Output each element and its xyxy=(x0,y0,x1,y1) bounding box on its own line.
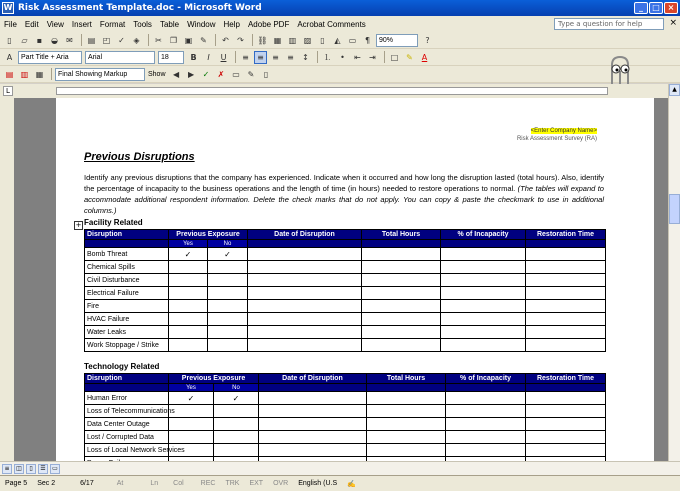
spelling-status-icon[interactable]: ✍ xyxy=(347,480,356,488)
table-row xyxy=(85,418,606,431)
date-cell[interactable] xyxy=(248,313,362,326)
disruption-cell[interactable]: Fire xyxy=(85,300,169,313)
no-cell[interactable] xyxy=(208,287,248,300)
subheader-blank xyxy=(446,384,526,392)
incapacity-cell[interactable] xyxy=(441,274,526,287)
menu-insert[interactable]: Insert xyxy=(71,19,92,29)
ask-question-input[interactable]: Type a question for help xyxy=(554,18,664,30)
line-spacing-icon[interactable]: ↕ xyxy=(302,52,309,62)
subheader-blank xyxy=(259,384,367,392)
insert-excel-icon[interactable]: ▨ xyxy=(303,35,312,45)
paste-icon[interactable]: ▣ xyxy=(184,35,193,45)
restoration-cell[interactable] xyxy=(526,261,606,274)
reviewing-pane-icon[interactable]: ▯ xyxy=(263,69,269,79)
word-app-icon[interactable]: W xyxy=(3,3,13,12)
decrease-indent-icon[interactable]: ⇤ xyxy=(354,52,361,62)
reject-change-icon[interactable]: ✗ xyxy=(217,69,225,79)
incapacity-cell[interactable] xyxy=(441,287,526,300)
table-row xyxy=(85,313,606,326)
subheader-blank xyxy=(526,384,606,392)
date-cell[interactable] xyxy=(259,405,367,418)
bullets-icon[interactable]: • xyxy=(340,52,345,62)
incapacity-cell[interactable] xyxy=(446,431,526,444)
next-change-icon[interactable]: ▶ xyxy=(187,69,195,79)
spelling-icon[interactable]: ✓ xyxy=(118,35,125,45)
yes-cell[interactable]: ✓ xyxy=(169,248,208,261)
hours-cell[interactable] xyxy=(367,431,446,444)
hours-cell[interactable] xyxy=(367,392,446,405)
status-at: At xyxy=(116,480,124,487)
menu-format[interactable]: Format xyxy=(99,19,126,29)
increase-indent-icon[interactable]: ⇥ xyxy=(369,52,376,62)
table-row xyxy=(85,444,606,457)
technology-section-title: Technology Related xyxy=(84,362,160,371)
incapacity-cell[interactable] xyxy=(446,405,526,418)
toolbar-separator xyxy=(51,68,52,80)
instructions-text: Identify any previous disruptions that the company has experienced. Indicate when it occurred and how long the disruption lasted (total hours). Also, identify the percentage of incapacity to the business operations and the length of time (in hours) needed to restore operations to normal. xyxy=(84,173,604,193)
restoration-cell[interactable] xyxy=(526,431,606,444)
vertical-ruler xyxy=(0,98,14,461)
status-trk[interactable]: TRK xyxy=(225,480,240,487)
section-heading: Previous Disruptions xyxy=(84,151,195,163)
scroll-thumb[interactable] xyxy=(669,194,680,224)
instructions-paragraph xyxy=(84,172,604,216)
survey-subtitle: Risk Assessment Survey (RA) xyxy=(516,136,597,142)
menu-tools[interactable]: Tools xyxy=(133,19,152,29)
hours-cell[interactable] xyxy=(362,326,441,339)
no-cell[interactable] xyxy=(208,326,248,339)
hours-cell[interactable] xyxy=(362,313,441,326)
table-row xyxy=(85,300,606,313)
maximize-button[interactable]: □ xyxy=(649,2,663,14)
print-icon[interactable]: ▤ xyxy=(87,35,96,45)
format-painter-icon[interactable]: ✎ xyxy=(200,35,207,45)
hours-cell[interactable] xyxy=(367,418,446,431)
restoration-cell[interactable] xyxy=(526,300,606,313)
new-comment-icon[interactable]: ▭ xyxy=(232,69,240,79)
disruption-cell[interactable]: Water Leaks xyxy=(85,326,169,339)
no-cell[interactable] xyxy=(214,444,259,457)
toolbar-separator xyxy=(148,34,149,46)
styles-formatting-icon[interactable]: A xyxy=(6,52,13,62)
align-right-icon[interactable]: ≡ xyxy=(272,52,279,62)
tables-borders-icon[interactable]: ▦ xyxy=(273,35,282,45)
table-row xyxy=(85,392,606,405)
italic-button[interactable]: I xyxy=(207,52,210,62)
col-previous-exposure: Previous Exposure xyxy=(169,230,248,240)
no-cell[interactable]: ✓ xyxy=(214,392,259,405)
horizontal-scrollbar[interactable] xyxy=(0,461,680,475)
insert-table-icon[interactable]: ▥ xyxy=(288,35,297,45)
email-icon[interactable]: ✉ xyxy=(66,35,73,45)
disruption-cell[interactable]: Lost / Corrupted Data xyxy=(85,431,169,444)
style-select[interactable]: Part Title + Aria xyxy=(18,51,82,64)
underline-button[interactable]: U xyxy=(220,52,227,62)
menu-window[interactable]: Window xyxy=(187,19,216,29)
yes-cell[interactable] xyxy=(169,326,208,339)
window-title: Risk Assessment Template.doc - Microsoft Word xyxy=(18,3,262,13)
document-page[interactable] xyxy=(56,98,654,461)
copy-icon[interactable]: ❐ xyxy=(169,35,178,45)
col-disruption: Disruption xyxy=(85,374,169,384)
new-document-icon[interactable]: ▯ xyxy=(7,35,12,45)
date-cell[interactable] xyxy=(248,339,362,352)
research-icon[interactable]: ◈ xyxy=(133,35,140,45)
company-name-placeholder[interactable]: <Enter Company Name> xyxy=(530,128,597,134)
incapacity-cell[interactable] xyxy=(441,339,526,352)
disruption-cell[interactable]: Loss of Local Network Services xyxy=(85,444,169,457)
status-page: Page 5 xyxy=(5,480,28,487)
date-cell[interactable] xyxy=(248,261,362,274)
subheader-blank xyxy=(362,240,441,248)
toolbar-separator xyxy=(252,34,253,46)
col-yes: Yes xyxy=(169,384,214,392)
table-move-handle-icon[interactable]: + xyxy=(75,221,82,229)
reviewing-toolbar xyxy=(0,66,680,83)
minimize-button[interactable]: _ xyxy=(634,2,648,14)
show-menu-button[interactable]: Show xyxy=(148,70,166,78)
incapacity-cell[interactable] xyxy=(446,418,526,431)
restoration-cell[interactable] xyxy=(526,405,606,418)
status-col: Col xyxy=(173,480,184,487)
subheader-blank xyxy=(85,240,169,248)
col-total-hours: Total Hours xyxy=(362,230,441,240)
yes-cell[interactable] xyxy=(169,339,208,352)
border-icon[interactable]: □ xyxy=(390,52,399,62)
status-ln: Ln xyxy=(150,480,159,487)
no-cell[interactable] xyxy=(214,431,259,444)
document-map-icon[interactable]: ▭ xyxy=(348,35,357,45)
restoration-cell[interactable] xyxy=(526,313,606,326)
font-select[interactable]: Arial xyxy=(85,51,155,64)
yes-cell[interactable] xyxy=(169,300,208,313)
columns-icon[interactable]: ▯ xyxy=(320,35,325,45)
subheader-blank xyxy=(441,240,526,248)
table-row xyxy=(85,261,606,274)
facility-section-title: Facility Related xyxy=(84,218,143,227)
web-view-icon[interactable]: ◫ xyxy=(14,464,24,474)
menu-bar xyxy=(0,16,680,32)
yes-cell[interactable]: ✓ xyxy=(169,392,214,405)
no-cell[interactable] xyxy=(214,418,259,431)
bold-button[interactable]: B xyxy=(190,52,197,62)
toolbar-separator xyxy=(215,34,216,46)
disruption-cell[interactable]: Electrical Failure xyxy=(85,287,169,300)
status-bar xyxy=(0,475,680,491)
date-cell[interactable] xyxy=(259,444,367,457)
table-row xyxy=(85,274,606,287)
table-row xyxy=(85,287,606,300)
toolbar-separator xyxy=(81,34,82,46)
col-date: Date of Disruption xyxy=(259,374,367,384)
hours-cell[interactable] xyxy=(362,274,441,287)
date-cell[interactable] xyxy=(248,326,362,339)
incapacity-cell[interactable] xyxy=(441,261,526,274)
disruption-cell[interactable]: Civil Disturbance xyxy=(85,274,169,287)
permission-icon[interactable]: ◒ xyxy=(51,35,58,45)
restoration-cell[interactable] xyxy=(526,248,606,261)
document-close-icon[interactable]: × xyxy=(669,18,677,28)
vertical-scrollbar[interactable] xyxy=(668,84,680,461)
restoration-cell[interactable] xyxy=(526,418,606,431)
menu-edit[interactable]: Edit xyxy=(24,19,39,29)
print-preview-icon[interactable]: ◰ xyxy=(102,35,111,45)
yes-cell[interactable] xyxy=(169,261,208,274)
no-cell[interactable] xyxy=(214,405,259,418)
no-cell[interactable] xyxy=(208,300,248,313)
no-cell[interactable] xyxy=(208,339,248,352)
disruption-cell[interactable]: Work Stoppage / Strike xyxy=(85,339,169,352)
pdf-review-icon[interactable]: ▦ xyxy=(35,69,44,79)
disruption-cell[interactable]: HVAC Failure xyxy=(85,313,169,326)
menu-view[interactable]: View xyxy=(46,19,64,29)
menu-adobe-pdf[interactable]: Adobe PDF xyxy=(247,19,290,29)
toolbar-separator xyxy=(235,51,236,63)
incapacity-cell[interactable] xyxy=(441,326,526,339)
technology-table xyxy=(84,373,606,470)
justify-icon[interactable]: ≡ xyxy=(287,52,294,62)
menu-table[interactable]: Table xyxy=(159,19,180,29)
col-date: Date of Disruption xyxy=(248,230,362,240)
status-section: Sec 2 xyxy=(37,480,56,487)
disruption-cell[interactable]: Chemical Spills xyxy=(85,261,169,274)
numbering-icon[interactable]: ⒈ xyxy=(323,52,332,62)
align-center-icon[interactable]: ≡ xyxy=(254,51,267,64)
reading-view-icon[interactable]: ▭ xyxy=(50,464,60,474)
no-cell[interactable] xyxy=(208,261,248,274)
menu-file[interactable]: File xyxy=(4,19,17,29)
show-hide-icon[interactable]: ¶ xyxy=(364,35,371,45)
col-restoration: Restoration Time xyxy=(526,230,606,240)
facility-table xyxy=(84,229,606,352)
incapacity-cell[interactable] xyxy=(446,444,526,457)
menu-acrobat-comments[interactable]: Acrobat Comments xyxy=(297,19,366,29)
subheader-blank xyxy=(367,384,446,392)
restoration-cell[interactable] xyxy=(526,444,606,457)
tab-selector-icon[interactable]: L xyxy=(3,86,13,96)
col-no: No xyxy=(208,240,248,248)
pdf-icon[interactable]: ▤ xyxy=(5,69,14,79)
formatting-toolbar xyxy=(0,49,680,66)
hours-cell[interactable] xyxy=(367,444,446,457)
font-size-select[interactable]: 18 xyxy=(158,51,184,64)
table-row xyxy=(85,339,606,352)
menu-help[interactable]: Help xyxy=(223,19,240,29)
col-yes: Yes xyxy=(169,240,208,248)
hours-cell[interactable] xyxy=(367,405,446,418)
normal-view-icon[interactable]: ≡ xyxy=(2,464,12,474)
markup-display-select[interactable]: Final Showing Markup xyxy=(55,68,145,81)
date-cell[interactable] xyxy=(248,274,362,287)
date-cell[interactable] xyxy=(248,248,362,261)
previous-change-icon[interactable]: ◀ xyxy=(172,69,180,79)
hours-cell[interactable] xyxy=(362,261,441,274)
ruler-strip xyxy=(56,87,608,95)
status-pages: 6/17 xyxy=(80,480,94,487)
outline-view-icon[interactable]: ☰ xyxy=(38,464,48,474)
table-row xyxy=(85,326,606,339)
col-restoration: Restoration Time xyxy=(526,374,606,384)
disruption-cell[interactable]: Bomb Threat xyxy=(85,248,169,261)
date-cell[interactable] xyxy=(259,418,367,431)
incapacity-cell[interactable] xyxy=(446,392,526,405)
col-incapacity: % of Incapacity xyxy=(441,230,526,240)
no-cell[interactable] xyxy=(208,274,248,287)
col-disruption: Disruption xyxy=(85,230,169,240)
disruption-cell[interactable]: Loss of Telecommunications xyxy=(85,405,169,418)
help-icon[interactable]: ? xyxy=(425,35,430,45)
disruption-cell[interactable]: Human Error xyxy=(85,392,169,405)
status-ext[interactable]: EXT xyxy=(249,480,264,487)
table-row xyxy=(85,405,606,418)
zoom-select[interactable]: 90% xyxy=(376,34,418,47)
subheader-blank xyxy=(248,240,362,248)
status-language[interactable]: English (U.S xyxy=(298,480,338,487)
yes-cell[interactable] xyxy=(169,313,208,326)
open-folder-icon[interactable]: ▱ xyxy=(21,35,28,45)
accept-change-icon[interactable]: ✓ xyxy=(202,69,210,79)
yes-cell[interactable] xyxy=(169,405,214,418)
no-cell[interactable] xyxy=(208,313,248,326)
yes-cell[interactable] xyxy=(169,431,214,444)
toolbar-separator xyxy=(317,51,318,63)
restoration-cell[interactable] xyxy=(526,287,606,300)
no-cell[interactable]: ✓ xyxy=(208,248,248,261)
hours-cell[interactable] xyxy=(362,339,441,352)
undo-icon[interactable]: ↶ xyxy=(222,35,229,45)
pdf-email-icon[interactable]: ▥ xyxy=(20,69,29,79)
hours-cell[interactable] xyxy=(362,248,441,261)
restoration-cell[interactable] xyxy=(526,326,606,339)
instructions-note: (The tables will expand to accommodate additional respondent information. Delete the check marks that do not apply. You can copy & paste the checkmark to use in additional columns.) xyxy=(84,184,604,215)
restoration-cell[interactable] xyxy=(526,392,606,405)
font-color-icon[interactable]: A xyxy=(421,52,428,62)
hyperlink-icon[interactable]: ⛓ xyxy=(257,35,268,45)
restoration-cell[interactable] xyxy=(526,274,606,287)
hours-cell[interactable] xyxy=(362,300,441,313)
close-button[interactable]: × xyxy=(664,2,678,14)
status-ovr[interactable]: OVR xyxy=(273,480,289,487)
save-icon[interactable]: ▪ xyxy=(36,35,43,45)
yes-cell[interactable] xyxy=(169,418,214,431)
date-cell[interactable] xyxy=(248,287,362,300)
restoration-cell[interactable] xyxy=(526,339,606,352)
col-no: No xyxy=(214,384,259,392)
track-changes-icon[interactable]: ✎ xyxy=(247,69,255,79)
yes-cell[interactable] xyxy=(169,287,208,300)
date-cell[interactable] xyxy=(259,392,367,405)
standard-toolbar xyxy=(0,32,680,49)
title-bar xyxy=(0,0,680,16)
subheader-blank xyxy=(85,384,169,392)
date-cell[interactable] xyxy=(248,300,362,313)
cut-icon[interactable]: ✂ xyxy=(155,35,162,45)
date-cell[interactable] xyxy=(259,431,367,444)
scroll-up-icon[interactable]: ▲ xyxy=(669,84,680,96)
incapacity-cell[interactable] xyxy=(441,300,526,313)
status-rec[interactable]: REC xyxy=(200,480,216,487)
table-row xyxy=(85,248,606,261)
disruption-cell[interactable]: Data Center Outage xyxy=(85,418,169,431)
print-layout-icon[interactable]: ▯ xyxy=(26,464,36,474)
hours-cell[interactable] xyxy=(362,287,441,300)
col-previous-exposure: Previous Exposure xyxy=(169,374,259,384)
yes-cell[interactable] xyxy=(169,274,208,287)
toolbar-separator xyxy=(384,51,385,63)
col-total-hours: Total Hours xyxy=(367,374,446,384)
incapacity-cell[interactable] xyxy=(441,313,526,326)
subheader-blank xyxy=(526,240,606,248)
highlight-icon[interactable]: ✎ xyxy=(406,52,413,62)
horizontal-ruler[interactable] xyxy=(0,84,668,98)
redo-icon[interactable]: ↷ xyxy=(237,35,244,45)
incapacity-cell[interactable] xyxy=(441,248,526,261)
align-left-icon[interactable]: ≡ xyxy=(242,52,249,62)
table-row xyxy=(85,431,606,444)
drawing-icon[interactable]: ◭ xyxy=(334,35,341,45)
col-incapacity: % of Incapacity xyxy=(446,374,526,384)
